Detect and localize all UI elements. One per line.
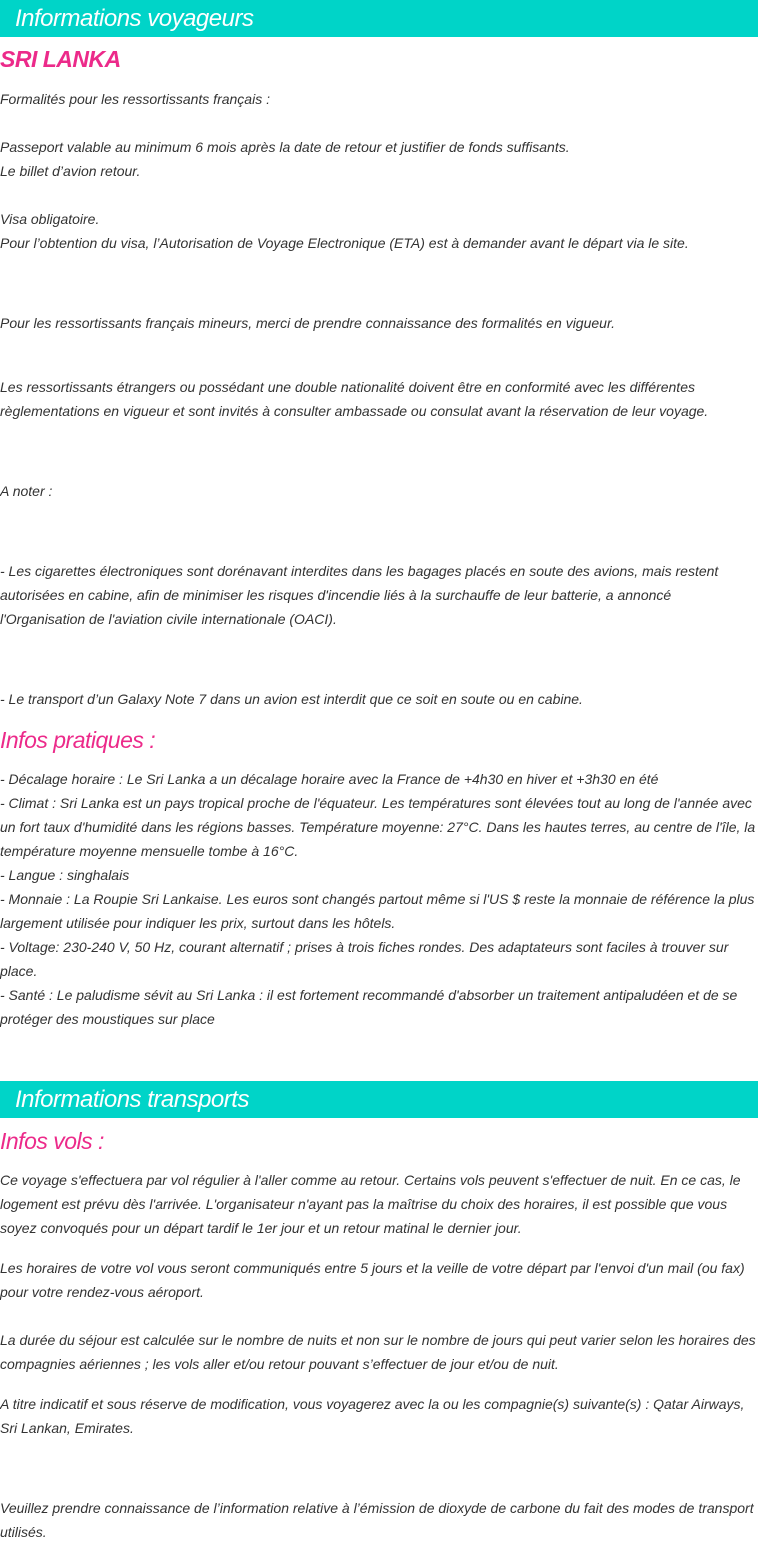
galaxy-text: - Le transport d’un Galaxy Note 7 dans un avion est interdit que ce soit en soute ou en cabine. (0, 691, 583, 707)
sante-text: - Santé : Le paludisme sévit au Sri Lanka : il est fortement recommandé d'absorber un traitement antipaludéen et de se protéger des moustiques sur place (0, 987, 738, 1027)
duree-text: La durée du séjour est calculée sur le nombre de nuits et non sur le nombre de jours qui peut varier selon les horaires des compagnies aériennes ; les vols aller et/ou retour pouvant s’effectuer de jour et/ou de nuit. (0, 1332, 756, 1372)
banner-informations-transports: Informations transports (0, 1081, 758, 1118)
co2-text: Veuillez prendre connaissance de l’information relative à l’émission de dioxyde de carbone du fait des modes de transport utilisés. (0, 1500, 754, 1540)
banner-informations-voyageurs: Informations voyageurs (0, 0, 758, 37)
etrangers-text: Les ressortissants étrangers ou possédant une double nationalité doivent être en conformité avec les différentes règlementations en vigueur et sont invités à consulter ambassade ou consulat avant la réservation de leur voyage. (0, 379, 709, 419)
langue-text: - Langue : singhalais (0, 867, 130, 883)
formalites-label: Formalités pour les ressortissants français : (0, 91, 270, 107)
mineurs-text: Pour les ressortissants français mineurs, merci de prendre connaissance des formalités en vigueur. (0, 315, 615, 331)
horaires-text: Les horaires de votre vol vous seront communiqués entre 5 jours et la veille de votre départ par l'envoi d'un mail (ou fax) pour votre rendez-vous aéroport. (0, 1260, 745, 1300)
decalage-text: - Décalage horaire : Le Sri Lanka a un décalage horaire avec la France de +4h30 en hiver et +3h30 en été (0, 771, 659, 787)
infos-pratiques-heading: Infos pratiques : (0, 727, 156, 753)
infos-vols-heading: Infos vols : (0, 1128, 104, 1154)
eta-text: Pour l’obtention du visa, l’Autorisation de Voyage Electronique (ETA) est à demander avant le départ via le site. (0, 235, 689, 251)
vol-regulier-text: Ce voyage s'effectuera par vol régulier à l'aller comme au retour. Certains vols peuvent s'effectuer de nuit. En ce cas, le logement est prévu dès l'arrivée. L'organisateur n'ayant pas la maîtrise du choix des horaires, il est possible que vous soyez convoqués pour un départ tardif le 1er jour et un retour matinal le dernier jour. (0, 1172, 741, 1236)
country-title: SRI LANKA (0, 46, 121, 72)
passeport-text: Passeport valable au minimum 6 mois après la date de retour et justifier de fonds suffisants. (0, 139, 570, 155)
a-noter-label: A noter : (0, 483, 53, 499)
climat-text: - Climat : Sri Lanka est un pays tropical proche de l'équateur. Les températures sont élevées tout au long de l'année avec un fort taux d'humidité dans les régions basses. Température moyenne: 27°C. Dans les hautes terres, au centre de l'île, la température moyenne mensuelle tombe à 16°C. (0, 795, 756, 859)
compagnies-text: A titre indicatif et sous réserve de modification, vous voyagerez avec la ou les compagnie(s) suivante(s) : Qatar Airways, Sri Lankan, Emirates. (0, 1396, 745, 1436)
voltage-text: - Voltage: 230-240 V, 50 Hz, courant alternatif ; prises à trois fiches rondes. Des adaptateurs sont faciles à trouver sur place. (0, 939, 729, 979)
visa-text: Visa obligatoire. (0, 211, 100, 227)
monnaie-text: - Monnaie : La Roupie Sri Lankaise. Les euros sont changés partout même si l'US $ reste la monnaie de référence la plus largement utilisée pour indiquer les prix, surtout dans les hôtels. (0, 891, 755, 931)
cigarettes-text: - Les cigarettes électroniques sont dorénavant interdites dans les bagages placés en soute des avions, mais restent autorisées en cabine, afin de minimiser les risques d'incendie liés à la surchauffe de leur batterie, a annoncé l'Organisation de l'aviation civile internationale (OACI). (0, 563, 719, 627)
billet-text: Le billet d’avion retour. (0, 163, 141, 179)
